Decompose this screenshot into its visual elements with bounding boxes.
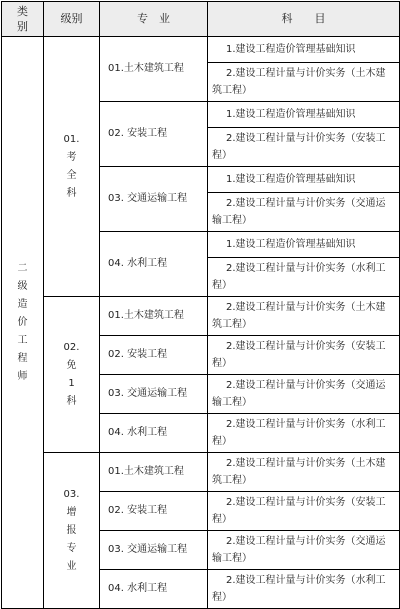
level-cell-3 <box>44 453 100 609</box>
subject-line: 程） <box>212 514 232 525</box>
subject-line: 2.建设工程计量与计价实务（安装工 <box>226 497 386 508</box>
subject-line: 2.建设工程计量与计价实务（水利工 <box>226 263 386 274</box>
major-cell: 02. 安装工程 <box>100 102 208 167</box>
level-name: 免 1 科 <box>66 359 77 407</box>
header-category-line1: 类 <box>17 5 28 18</box>
subject-cell: 1.建设工程造价管理基础知识 <box>208 37 400 63</box>
subject-line: 程） <box>212 358 232 369</box>
subject-cell <box>208 258 400 297</box>
subject-line: 程） <box>212 592 232 603</box>
level-name: 增 报 专 业 <box>66 506 77 572</box>
major-cell: 04. 水利工程 <box>100 570 208 609</box>
major-cell: 01.土木建筑工程 <box>100 37 208 102</box>
subject-line: 筑工程） <box>212 475 252 486</box>
level-cell-2 <box>44 297 100 453</box>
table-row <box>2 37 400 63</box>
subject-cell <box>208 453 400 492</box>
subject-line: 2.建设工程计量与计价实务（水利工 <box>226 575 386 586</box>
subject-cell <box>208 193 400 232</box>
subject-cell <box>208 414 400 453</box>
major-cell: 03. 交通运输工程 <box>100 167 208 232</box>
header-subject: 科 目 <box>208 2 400 37</box>
subject-cell: 1.建设工程造价管理基础知识 <box>208 232 400 258</box>
header-row <box>2 2 400 37</box>
subject-line: 2.建设工程计量与计价实务（土木建 <box>226 302 386 313</box>
subject-line: 2.建设工程计量与计价实务（交通运 <box>226 536 386 547</box>
level-name: 考 全 科 <box>66 151 77 199</box>
level-code: 03. <box>63 488 80 500</box>
exam-subject-table <box>1 1 400 609</box>
major-cell: 03. 交通运输工程 <box>100 531 208 570</box>
subject-line: 2.建设工程计量与计价实务（水利工 <box>226 419 386 430</box>
level-code: 01. <box>63 133 80 145</box>
major-cell: 02. 安装工程 <box>100 336 208 375</box>
major-cell: 01.土木建筑工程 <box>100 297 208 336</box>
header-major: 专 业 <box>100 2 208 37</box>
level-code: 02. <box>63 341 80 353</box>
category-name: 二 级 造 价 工 程 师 <box>17 262 28 382</box>
subject-cell <box>208 492 400 531</box>
header-category-line2: 别 <box>17 20 28 33</box>
major-cell: 04. 水利工程 <box>100 232 208 297</box>
subject-line: 2.建设工程计量与计价实务（安装工 <box>226 133 386 144</box>
subject-line: 2.建设工程计量与计价实务（交通运 <box>226 198 386 209</box>
table-row <box>2 453 400 492</box>
subject-cell <box>208 375 400 414</box>
subject-line: 2.建设工程计量与计价实务（安装工 <box>226 341 386 352</box>
subject-cell: 1.建设工程造价管理基础知识 <box>208 167 400 193</box>
subject-cell <box>208 570 400 609</box>
subject-cell <box>208 531 400 570</box>
subject-cell <box>208 128 400 167</box>
subject-line: 程） <box>212 280 232 291</box>
subject-line: 2.建设工程计量与计价实务（土木建 <box>226 68 386 79</box>
subject-line: 输工程） <box>212 553 252 564</box>
category-cell <box>2 37 44 609</box>
subject-line: 输工程） <box>212 397 252 408</box>
major-cell: 02. 安装工程 <box>100 492 208 531</box>
subject-line: 筑工程） <box>212 319 252 330</box>
header-category <box>2 2 44 37</box>
major-cell: 04. 水利工程 <box>100 414 208 453</box>
subject-line: 程） <box>212 150 232 161</box>
table-row <box>2 297 400 336</box>
subject-line: 程） <box>212 436 232 447</box>
header-level: 级别 <box>44 2 100 37</box>
subject-line: 2.建设工程计量与计价实务（土木建 <box>226 458 386 469</box>
subject-cell <box>208 336 400 375</box>
major-cell: 01.土木建筑工程 <box>100 453 208 492</box>
subject-cell: 1.建设工程造价管理基础知识 <box>208 102 400 128</box>
major-cell: 03. 交通运输工程 <box>100 375 208 414</box>
subject-cell <box>208 297 400 336</box>
subject-cell <box>208 63 400 102</box>
subject-line: 2.建设工程计量与计价实务（交通运 <box>226 380 386 391</box>
subject-line: 输工程） <box>212 215 252 226</box>
level-cell-1 <box>44 37 100 297</box>
subject-line: 筑工程） <box>212 85 252 96</box>
